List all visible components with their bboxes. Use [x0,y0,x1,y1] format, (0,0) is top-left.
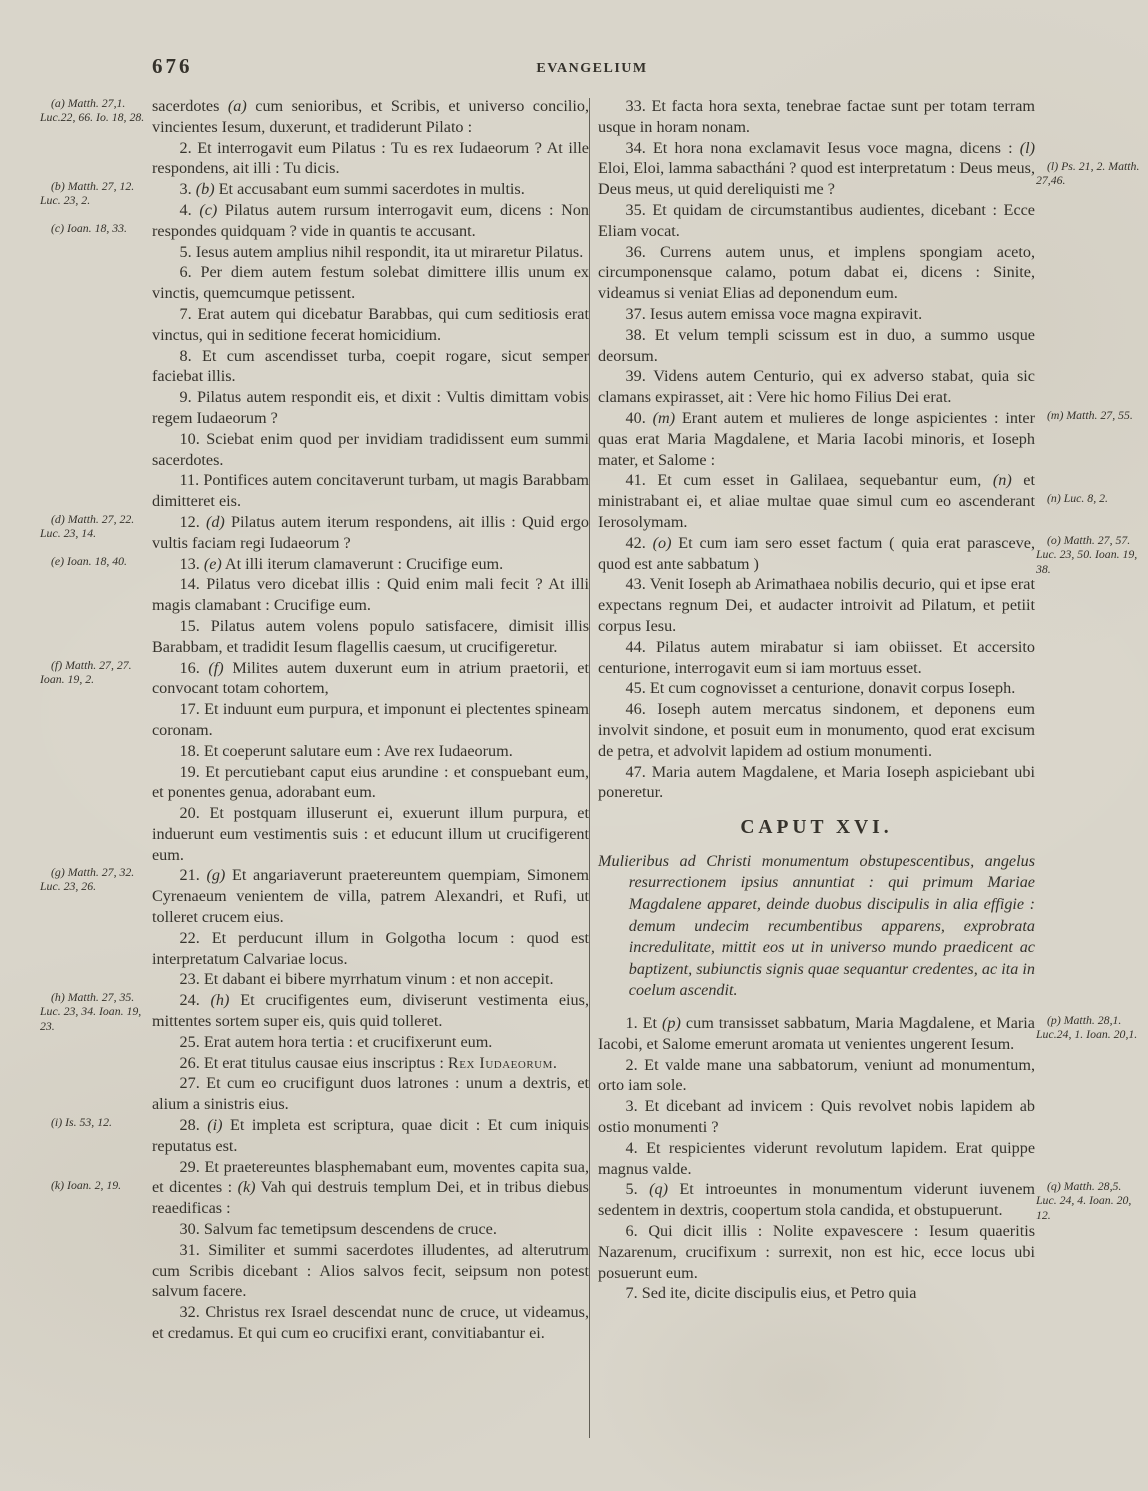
margin-note-a: (a) Matth. 27,1. Luc.22, 66. Io. 18, 28. [40,96,145,125]
verse-paragraph: 30. Salvum fac temetipsum descendens de cruce. [179,1220,497,1239]
verse-paragraph: 38. Et velum templi scissum est in duo, a summo usque deorsum. [598,325,1035,365]
verse-paragraph: 6. Qui dicit illis : Nolite expavescere : Iesum quaeritis Nazarenum, crucifixum : surrexit, non est hic, ecce locus ubi posuerunt eum. [598,1222,1035,1282]
verse-paragraph: 31. Similiter et summi sacerdotes illudentes, ad alterutrum cum Scribis dicebant : Alios salvos fecit, seipsum non potest salvum facere. [152,1240,589,1301]
text-column-left [152,96,589,1344]
verse-paragraph: 11. Pontifices autem concitaverunt turbam, ut magis Barabbam dimitteret eis. [152,471,589,511]
verse-paragraph: 5. Iesus autem amplius nihil respondit, ita ut miraretur Pilatus. [179,242,584,261]
verse-paragraph: 18. Et coeperunt salutare eum : Ave rex Iudaeorum. [179,741,513,760]
verse-paragraph: 19. Et percutiebant caput eius arundine : et conspuebant eum, et ponentes genua, adorabant eum. [152,762,589,802]
verse-paragraph: 26. Et erat titulus causae eius inscriptus : Rex Iudaeorum. [179,1053,557,1072]
margin-note-i: (i) Is. 53, 12. [51,1115,112,1129]
chapter-argument: Mulieribus ad Christi monumentum obstupescentibus, angelus resurrectionem ipsius annuntiat : qui primum Mariae Magdalene apparet, deinde duobus discipulis in alia effigie : demum undecim recumbentibus apparens, exprobrata incredulitate, mittit eos ut in universo mundo praedicent ac baptizent, subiunctis signis quae sequantur credentes, ac ita in coelum ascendit. [598,851,1035,1000]
verse-paragraph: 14. Pilatus vero dicebat illis : Quid enim mali fecit ? At illi magis clamabant : Crucifige eum. [152,575,589,615]
margin-note-b: (b) Matth. 27, 12. Luc. 23, 2. [40,179,135,208]
verse-paragraph: 4. (c) Pilatus autem rursum interrogavit eum, dicens : Non respondes quidquam ? vide in quantis te accusant. [152,200,589,240]
verse-paragraph: 43. Venit Ioseph ab Arimathaea nobilis decurio, qui et ipse erat expectans regnum Dei, et audacter introivit ad Pilatum, et petiit corpus Iesu. [598,575,1035,635]
margin-note-l: (l) Ps. 21, 2. Matth. 27,46. [1036,158,1140,188]
verse-paragraph: 7. Erat autem qui dicebatur Barabbas, qui cum seditiosis erat vinctus, qui in seditione fecerat homicidium. [152,304,589,344]
verse-paragraph: 16. (f) Milites autem duxerunt eum in atrium praetorii, et convocant totam cohortem, [152,658,589,698]
verse-paragraph: 3. Et dicebant ad invicem : Quis revolvet nobis lapidem ab ostio monumenti ? [598,1097,1035,1137]
verse-paragraph: 28. (i) Et impleta est scriptura, quae dicit : Et cum iniquis reputatus est. [152,1116,590,1155]
verse-paragraph: 46. Ioseph autem mercatus sindonem, et deponens eum involvit sindone, et posuit eum in monumento, quod erat excisum de petra, et advolvit lapidem ad ostium monumenti. [598,700,1035,760]
margin-note-g: (g) Matth. 27, 32. Luc. 23, 26. [40,865,135,894]
verse-paragraph: sacerdotes (a) cum senioribus, et Scribis, et universo concilio, vincientes Iesum, duxerunt, et tradiderunt Pilato : [152,97,589,136]
page-number: 676 [152,54,193,78]
verse-paragraph: 44. Pilatus autem mirabatur si iam obiisset. Et accersito centurione, interrogavit eum si iam mortuus esset. [598,637,1035,677]
verse-paragraph: 32. Christus rex Israel descendat nunc de cruce, ut videamus, et credamus. Et qui cum eo crucifixi erant, convitiabantur ei. [152,1303,589,1343]
verse-paragraph: 2. Et interrogavit eum Pilatus : Tu es rex Iudaeorum ? At ille respondens, ait illi : Tu dicis. [152,138,589,178]
verse-paragraph: 41. Et cum esset in Galilaea, sequebantur eum, (n) et ministrabant ei, et aliae multae quae simul cum eo ascenderant Ierosolymam. [598,471,1035,531]
chapter-heading: CAPUT XVI. [740,817,893,839]
verse-paragraph: 22. Et perducunt illum in Golgotha locum : quod est interpretatum Calvariae locus. [152,928,589,968]
margin-note-q: (q) Matth. 28,5. Luc. 24, 4. Ioan. 20, 12. [1036,1179,1132,1222]
verse-paragraph: 25. Erat autem hora tertia : et crucifixerunt eum. [179,1032,493,1051]
verse-paragraph: 21. (g) Et angariaverunt praetereuntem quempiam, Simonem Cyrenaeum venientem de villa, patrem Alexandri, et Rufi, ut tolleret crucem eius. [152,866,590,927]
margin-note-e: (e) Ioan. 18, 40. [51,554,128,568]
verse-paragraph: 35. Et quidam de circumstantibus audientes, dicebant : Ecce Eliam vocat. [598,200,1035,240]
verse-paragraph: 8. Et cum ascendisset turba, coepit rogare, sicut semper faciebat illis. [152,346,589,386]
verse-paragraph: 15. Pilatus autem volens populo satisfacere, dimisit illis Barabbam, et tradidit Iesum flagellis caesum, ut crucifigeretur. [152,616,589,656]
text-column-right [598,96,1035,1304]
verse-paragraph: 4. Et respicientes viderunt revolutum lapidem. Erat quippe magnus valde. [598,1138,1035,1178]
verse-paragraph: 29. Et praetereuntes blasphemabant eum, moventes capita sua, et dicentes : (k) Vah qui destruis templum Dei, et in tribus diebus reaedificas : [152,1157,589,1218]
margin-note-h: (h) Matth. 27, 35. Luc. 23, 34. Ioan. 19, 23. [40,990,142,1033]
margin-note-o: (o) Matth. 27, 57. Luc. 23, 50. Ioan. 19, 38. [1036,533,1138,576]
verse-paragraph: 42. (o) Et cum iam sero esset factum ( quia erat parasceve, quod est ante sabbatum ) [598,533,1035,573]
margin-note-k: (k) Ioan. 2, 19. [51,1177,122,1192]
verse-paragraph: 23. Et dabant ei bibere myrrhatum vinum : et non accepit. [179,970,554,989]
verse-paragraph: 37. Iesus autem emissa voce magna expiravit. [625,304,923,323]
verse-paragraph: 36. Currens autem unus, et implens spongiam aceto, circumponensque calamo, potum dabat ei, dicens : Sinite, videamus si veniat Elias ad deponendum eum. [598,242,1035,303]
verse-paragraph: 13. (e) At illi iterum clamaverunt : Crucifige eum. [179,554,504,573]
verse-paragraph: 33. Et facta hora sexta, tenebrae factae sunt per totam terram usque in horam nonam. [598,97,1035,136]
column-divider-rule [589,98,590,1438]
verse-paragraph: 47. Maria autem Magdalene, et Maria Ioseph aspiciebant ubi poneretur. [598,762,1035,802]
verse-paragraph: 5. (q) Et introeuntes in monumentum viderunt iuvenem sedentem in dextris, coopertum stola candida, et obstupuerunt. [598,1180,1035,1220]
verse-paragraph: 1. Et (p) cum transisset sabbatum, Maria Magdalene, et Maria Iacobi, et Salome emerunt aromata ut venientes ungerent Iesum. [598,1014,1035,1053]
verse-paragraph: 3. (b) Et accusabant eum summi sacerdotes in multis. [179,180,525,199]
margin-note-d: (d) Matth. 27, 22. Luc. 23, 14. [40,512,135,541]
margin-note-n: (n) Luc. 8, 2. [1047,490,1108,505]
margin-note-m: (m) Matth. 27, 55. [1047,408,1133,422]
verse-paragraph: 17. Et induunt eum purpura, et imponunt ei plectentes spineam coronam. [152,700,589,739]
margin-note-p: (p) Matth. 28,1. Luc.24, 1. Ioan. 20,1. [1036,1013,1138,1042]
verse-paragraph: 10. Sciebat enim quod per invidiam tradidissent eum summi sacerdotes. [152,429,589,469]
verse-paragraph: 9. Pilatus autem respondit eis, et dixit : Vultis dimittam vobis regem Iudaeorum ? [152,388,589,427]
verse-paragraph: 12. (d) Pilatus autem iterum respondens, ait illis : Quid ergo vultis faciam regi Iudaeorum ? [152,512,589,552]
margin-note-f: (f) Matth. 27, 27. Ioan. 19, 2. [40,658,132,687]
verse-paragraph: 45. Et cum cognovisset a centurione, donavit corpus Ioseph. [625,679,1016,698]
running-header: EVANGELIUM [536,61,648,76]
margin-note-c: (c) Ioan. 18, 33. [51,220,128,235]
verse-paragraph: 6. Per diem autem festum solebat dimittere illis unum ex vinctis, quemcumque petissent. [152,263,589,303]
verse-paragraph: 24. (h) Et crucifigentes eum, diviserunt vestimenta eius, mittentes sortem super eis, quis quid tolleret. [152,991,589,1031]
verse-paragraph: 2. Et valde mane una sabbatorum, veniunt ad monumentum, orto iam sole. [598,1055,1035,1095]
verse-paragraph: 40. (m) Erant autem et mulieres de longe aspicientes : inter quas erat Maria Magdalene, et Maria Iacobi minoris, et Ioseph mater, et Salome : [598,408,1036,469]
verse-paragraph: 20. Et postquam illuserunt ei, exuerunt illum purpura, et induerunt eum vestimentis suis : et educunt illum ut crucifigerent eum. [152,804,589,864]
verse-paragraph: 7. Sed ite, dicite discipulis eius, et Petro quia [625,1284,917,1303]
verse-paragraph: 39. Videns autem Centurio, qui ex adverso stabat, quia sic clamans expirasset, ait : Vere hic homo Filius Dei erat. [598,367,1035,407]
verse-paragraph: 27. Et cum eo crucifigunt duos latrones : unum a dextris, et alium a sinistris eius. [152,1074,589,1114]
verse-paragraph: 34. Et hora nona exclamavit Iesus voce magna, dicens : (l) Eloi, Eloi, lamma sabactháni ? quod est interpretatum : Deus meus, Deus meus, ut quid dereliquisti me ? [598,138,1035,199]
